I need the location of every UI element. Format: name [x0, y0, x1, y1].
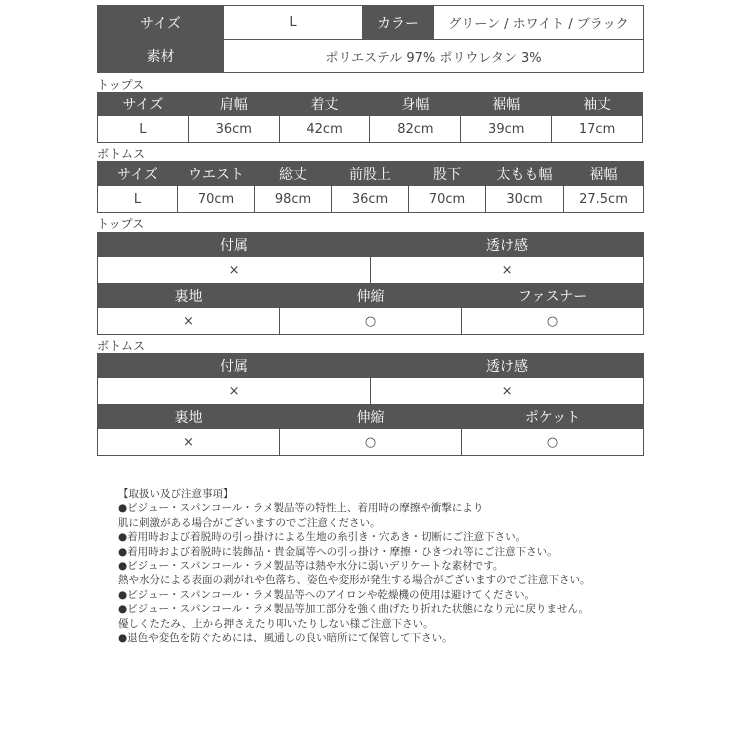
- tops-size-cell: L: [98, 116, 189, 143]
- bottoms-size-header: 股下: [409, 162, 486, 186]
- care-note-line: ●着用時および着脱時に装飾品・貴金属等への引っ掛け・摩擦・ひきつれ等にご注意下さい。: [118, 545, 558, 558]
- material-value: ポリエステル 97% ポリウレタン 3%: [224, 40, 644, 73]
- bottoms-spec-value-lining: ×: [98, 429, 280, 456]
- care-notes-title: 【取扱い及び注意事項】: [118, 488, 234, 500]
- care-note-line: ●ビジュー・スパンコール・ラメ製品等の特性上、着用時の摩擦や衝撃により: [118, 502, 484, 515]
- tops-spec-value-stretch: ○: [280, 308, 462, 335]
- bottoms-size-cell: 70cm: [409, 186, 486, 213]
- care-note-line: ●退色や変色を防ぐためには、風通しの良い暗所にて保管して下さい。: [118, 632, 453, 645]
- tops-spec-table: [97, 232, 644, 335]
- tops-spec-header-sheerness: 透け感: [371, 233, 644, 257]
- tops-size-header: 裾幅: [461, 93, 552, 116]
- tops-size-cell: 39cm: [461, 116, 552, 143]
- bottoms-size-cell: L: [98, 186, 178, 213]
- bottoms-size-header: ウエスト: [178, 162, 255, 186]
- care-notes: [118, 487, 678, 645]
- tops-size-cell: 36cm: [188, 116, 279, 143]
- tops-size-header: 袖丈: [552, 93, 643, 116]
- care-note-line: ●ビジュー・スパンコール・ラメ製品等へのアイロンや乾燥機の使用は避けてください。: [118, 588, 535, 601]
- bottoms-spec-header-accessory: 付属: [98, 354, 371, 378]
- bottoms-spec-value-accessory: ×: [98, 378, 371, 405]
- bottoms-spec-header-pocket: ポケット: [462, 405, 644, 429]
- bottoms-size-cell: 27.5cm: [564, 186, 644, 213]
- color-label: カラー: [363, 6, 434, 40]
- care-note-line: 肌に刺激がある場合がございますのでご注意ください。: [118, 516, 381, 529]
- bottoms-size-cell: 36cm: [332, 186, 409, 213]
- tops-spec-header-lining: 裏地: [98, 284, 280, 308]
- size-label: サイズ: [98, 6, 224, 40]
- bottoms-size-header: 裾幅: [564, 162, 644, 186]
- bottoms-spec-table: [97, 353, 644, 456]
- bottoms-size-cell: 70cm: [178, 186, 255, 213]
- tops-size-cell: 82cm: [370, 116, 461, 143]
- care-note-line: ●ビジュー・スパンコール・ラメ製品等は熱や水分に弱いデリケートな素材です。: [118, 560, 504, 573]
- tops-spec-header-stretch: 伸縮: [280, 284, 462, 308]
- tops-spec-section-label: トップス: [97, 217, 145, 231]
- tops-size-section-label: トップス: [97, 78, 145, 92]
- bottoms-spec-header-sheerness: 透け感: [371, 354, 644, 378]
- tops-spec-value-sheerness: ×: [371, 257, 644, 284]
- tops-size-header: 身幅: [370, 93, 461, 116]
- bottoms-spec-value-sheerness: ×: [371, 378, 644, 405]
- care-note-line: 優しくたたみ、上から押さえたり叩いたりしない様ご注意下さい。: [118, 617, 434, 630]
- bottoms-size-section-label: ボトムス: [97, 147, 146, 161]
- bottoms-spec-value-stretch: ○: [280, 429, 462, 456]
- bottoms-size-header: 総丈: [255, 162, 332, 186]
- tops-size-header: 肩幅: [188, 93, 279, 116]
- material-label: 素材: [98, 40, 224, 73]
- bottoms-size-header: 太もも幅: [486, 162, 564, 186]
- tops-size-header: 着丈: [279, 93, 370, 116]
- tops-size-cell: 17cm: [552, 116, 643, 143]
- bottoms-size-table: [97, 161, 644, 213]
- bottoms-size-cell: 30cm: [486, 186, 564, 213]
- color-value: グリーン / ホワイト / ブラック: [434, 6, 644, 40]
- tops-spec-value-accessory: ×: [98, 257, 371, 284]
- bottoms-size-cell: 98cm: [255, 186, 332, 213]
- bottoms-spec-header-lining: 裏地: [98, 405, 280, 429]
- bottoms-spec-value-pocket: ○: [462, 429, 644, 456]
- basic-info-table: [97, 5, 644, 73]
- care-note-line: 熱や水分による表面の剥がれや色落ち、姿色や変形が発生する場合がございますのでご注意下さい。: [118, 574, 591, 587]
- bottoms-spec-section-label: ボトムス: [97, 339, 146, 353]
- tops-spec-value-lining: ×: [98, 308, 280, 335]
- bottoms-size-header: 前股上: [332, 162, 409, 186]
- care-note-line: ●着用時および着脱時の引っ掛けによる生地の糸引き・穴あき・切断にご注意下さい。: [118, 531, 527, 544]
- care-note-line: ●ビジュー・スパンコール・ラメ製品等加工部分を強く曲げたり折れた状態になり元に戻りません。: [118, 603, 590, 616]
- tops-size-table: [97, 92, 643, 143]
- bottoms-size-header: サイズ: [98, 162, 178, 186]
- tops-size-header: サイズ: [98, 93, 189, 116]
- tops-spec-header-accessory: 付属: [98, 233, 371, 257]
- bottoms-spec-header-stretch: 伸縮: [280, 405, 462, 429]
- tops-spec-value-zipper: ○: [462, 308, 644, 335]
- tops-size-cell: 42cm: [279, 116, 370, 143]
- size-value: L: [224, 6, 363, 40]
- tops-spec-header-zipper: ファスナー: [462, 284, 644, 308]
